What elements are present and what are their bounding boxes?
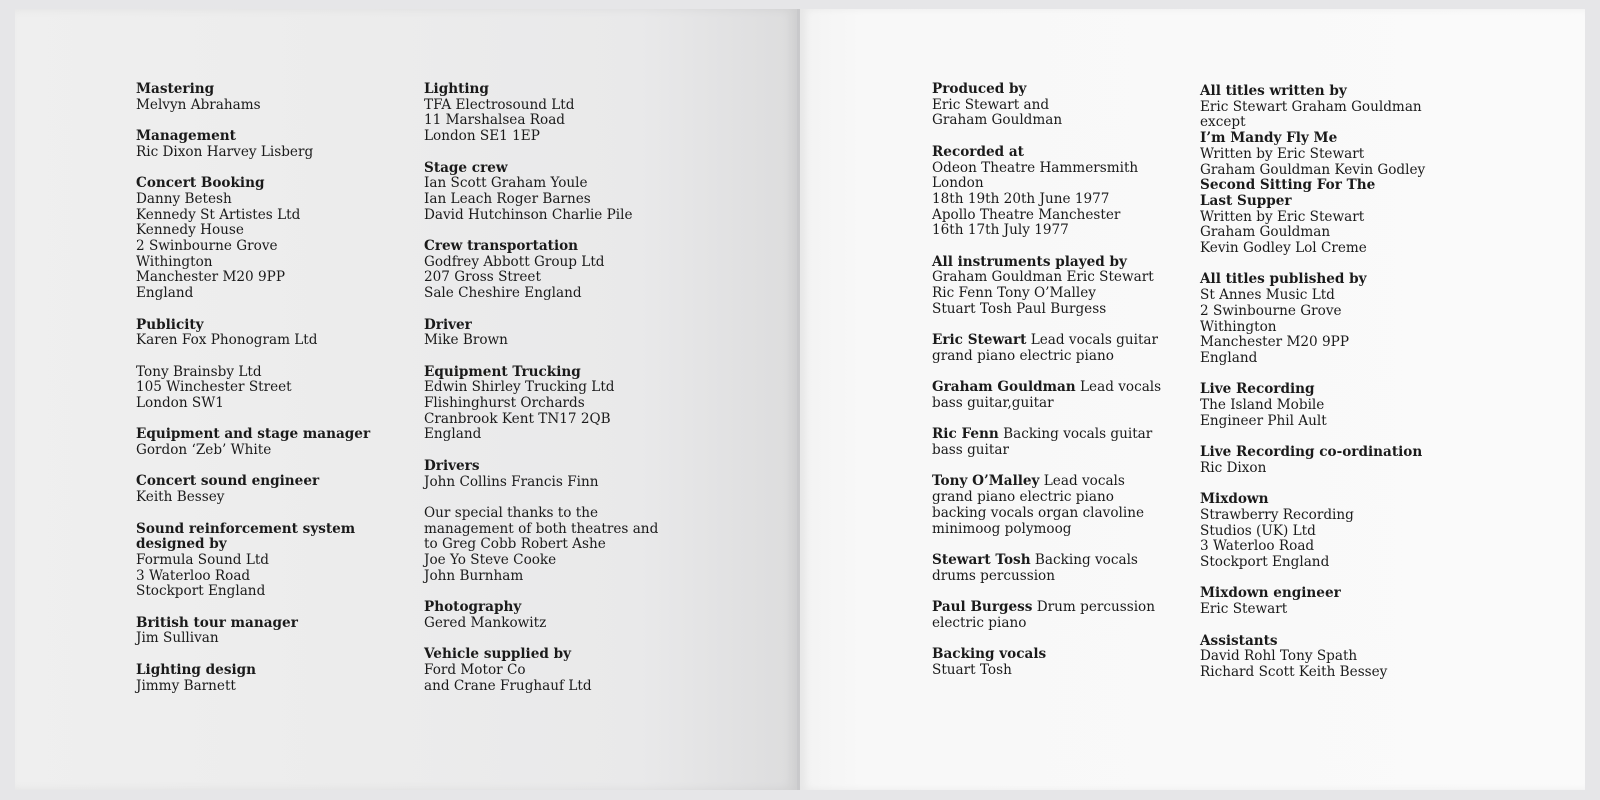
credit-entry <box>136 474 370 505</box>
credit-entry <box>136 427 370 458</box>
credit-entry <box>1200 634 1425 681</box>
credit-line: Graham Gouldman Eric Stewart <box>932 269 1154 286</box>
credit-heading: Produced by <box>932 81 1027 97</box>
credit-heading: Sound reinforcement system <box>136 520 356 537</box>
credit-entry <box>932 255 1161 318</box>
credit-line: except <box>1200 114 1246 131</box>
credit-line: Jimmy Barnett <box>136 677 236 694</box>
credit-entry <box>932 145 1161 239</box>
credit-line: Stuart Tosh Paul Burgess <box>932 300 1107 317</box>
credit-line: 207 Gross Street <box>424 269 541 286</box>
credit-entry <box>1200 272 1425 366</box>
credit-entry <box>424 239 658 302</box>
credit-entry <box>136 522 370 601</box>
credit-line: Richard Scott Keith Bessey <box>1200 663 1388 680</box>
credit-line: Eric Stewart <box>1200 601 1288 618</box>
credit-heading: Mastering <box>136 81 215 97</box>
musician-role: Lead vocals <box>1075 379 1162 396</box>
credit-line: grand piano electric piano <box>932 489 1114 506</box>
credit-line: electric piano <box>932 614 1027 631</box>
credit-heading: Mixdown <box>1200 491 1269 508</box>
credit-entry <box>1200 492 1425 571</box>
credit-line: management of both theatres and <box>424 520 659 537</box>
credit-line: Graham Gouldman <box>1200 224 1331 241</box>
credit-line: Eric Stewart Graham Gouldman <box>1200 98 1422 115</box>
credit-line: 3 Waterloo Road <box>1200 538 1315 555</box>
credit-line: Our special thanks to the <box>424 504 599 521</box>
credit-heading: Vehicle supplied by <box>424 646 571 663</box>
credit-line: Ford Motor Co <box>424 661 526 678</box>
credit-heading: All instruments played by <box>932 253 1127 270</box>
credit-line: Studios (UK) Ltd <box>1200 522 1316 539</box>
credit-line: England <box>424 426 482 443</box>
credit-heading: All titles published by <box>1200 271 1367 288</box>
credit-entry <box>1200 84 1425 131</box>
musician-role: Drum percussion <box>1032 599 1155 616</box>
credit-line: Flishinghurst Orchards <box>424 395 585 411</box>
right-page-column-1 <box>932 82 1161 694</box>
credit-line: 11 Marshalsea Road <box>424 112 565 129</box>
credit-entry <box>932 380 1161 411</box>
credit-heading: Publicity <box>136 316 204 333</box>
credit-line: Gered Mankowitz <box>424 614 547 631</box>
credit-line: David Rohl Tony Spath <box>1200 648 1358 665</box>
credit-heading: All titles written by <box>1200 83 1347 99</box>
credit-entry <box>136 318 370 349</box>
credit-heading: Lighting <box>424 81 489 97</box>
credit-line: Kennedy House <box>136 222 244 239</box>
credit-entry <box>1200 382 1425 429</box>
musician-line <box>932 474 1161 490</box>
credit-line: Withington <box>1200 318 1277 335</box>
credit-line: Edwin Shirley Trucking Ltd <box>424 379 615 396</box>
credit-entry <box>424 161 658 224</box>
credit-entry <box>932 553 1161 584</box>
credit-heading: Recorded at <box>932 143 1024 160</box>
credit-line: Keith Bessey <box>136 489 225 506</box>
credit-entry <box>932 82 1161 129</box>
musician-role: Lead vocals guitar <box>1026 332 1159 349</box>
credit-entry <box>136 176 370 302</box>
musician-line <box>932 600 1161 616</box>
credit-line: Apollo Theatre Manchester <box>932 206 1121 223</box>
credit-line: to Greg Cobb Robert Ashe <box>424 536 606 553</box>
credit-line: Ric Fenn Tony O’Malley <box>932 285 1096 302</box>
credit-entry <box>424 318 658 349</box>
credit-heading: Management <box>136 128 236 145</box>
credit-line: and Crane Frughauf Ltd <box>424 677 592 694</box>
credit-heading: British tour manager <box>136 614 298 631</box>
right-page-column-2 <box>1200 84 1425 696</box>
credit-line: Engineer Phil Ault <box>1200 412 1327 429</box>
credit-line: London SW1 <box>136 395 224 411</box>
credit-line: Sale Cheshire England <box>424 285 582 302</box>
credit-heading: Equipment Trucking <box>424 363 581 380</box>
credit-line: Kennedy St Artistes Ltd <box>136 206 301 223</box>
credit-line: John Burnham <box>424 567 524 584</box>
credit-line: Ric Dixon <box>1200 459 1267 476</box>
credit-line: bass guitar,guitar <box>932 395 1054 411</box>
musician-line <box>932 333 1161 349</box>
credit-line: minimoog polymoog <box>932 520 1072 537</box>
credit-line: Manchester M20 9PP <box>1200 334 1349 351</box>
credit-heading: Backing vocals <box>932 646 1047 663</box>
credit-line: Godfrey Abbott Group Ltd <box>424 253 605 270</box>
credit-line: 105 Winchester Street <box>136 379 292 396</box>
musician-role: Backing vocals guitar <box>998 426 1153 443</box>
musician-name: Tony O’Malley <box>932 473 1040 490</box>
credit-line: Stuart Tosh <box>932 661 1012 678</box>
credit-entry <box>424 506 658 585</box>
left-page <box>15 9 797 790</box>
credit-line: Danny Betesh <box>136 190 232 207</box>
credit-entry <box>424 600 658 631</box>
credit-line: Odeon Theatre Hammersmith <box>932 159 1139 176</box>
credit-heading: Live Recording <box>1200 381 1315 398</box>
credit-line: Manchester M20 9PP <box>136 269 285 286</box>
credit-heading: Equipment and stage manager <box>136 426 371 443</box>
credit-entry <box>136 82 370 113</box>
credit-line: David Hutchinson Charlie Pile <box>424 206 633 223</box>
credit-line: drums percussion <box>932 567 1055 584</box>
credit-heading: Second Sitting For The <box>1200 177 1376 194</box>
credit-line: Eric Stewart and <box>932 96 1050 113</box>
credit-heading: Live Recording co-ordination <box>1200 444 1423 461</box>
credit-line: England <box>136 285 194 302</box>
credit-line: Jim Sullivan <box>136 630 219 647</box>
credit-heading-continued: designed by <box>136 536 227 553</box>
credit-line: backing vocals organ clavoline <box>932 504 1144 521</box>
credit-entry <box>1200 131 1425 178</box>
credit-line: Graham Gouldman <box>932 112 1063 129</box>
credit-line: London SE1 1EP <box>424 128 540 145</box>
credit-line: Formula Sound Ltd <box>136 551 270 568</box>
credit-line: 2 Swinbourne Grove <box>136 238 278 254</box>
credit-heading: Driver <box>424 316 472 333</box>
left-page-column-2 <box>424 82 658 710</box>
credit-entry <box>1200 586 1425 617</box>
credit-line: Ian Leach Roger Barnes <box>424 190 591 207</box>
credit-line: Ian Scott Graham Youle <box>424 175 588 192</box>
credit-line: 2 Swinbourne Grove <box>1200 302 1342 319</box>
credit-entry <box>932 474 1161 537</box>
credit-entry <box>424 459 658 490</box>
credit-entry <box>136 129 370 160</box>
musician-role: Lead vocals <box>1039 473 1125 490</box>
credit-line: Joe Yo Steve Cooke <box>424 552 557 568</box>
credit-entry <box>136 365 370 412</box>
credit-line: Gordon ‘Zeb’ White <box>136 442 272 459</box>
credit-line: Mike Brown <box>424 332 508 349</box>
musician-name: Stewart Tosh <box>932 551 1031 568</box>
credit-line: St Annes Music Ltd <box>1200 287 1335 304</box>
musician-name: Ric Fenn <box>932 426 999 443</box>
credit-line: John Collins Francis Finn <box>424 473 599 490</box>
credit-entry <box>424 647 658 694</box>
credit-line: Stockport England <box>136 583 266 600</box>
credit-entry <box>932 427 1161 458</box>
credit-heading: Mixdown engineer <box>1200 585 1341 602</box>
credit-entry <box>932 333 1161 364</box>
credit-heading-continued: Last Supper <box>1200 192 1292 209</box>
right-page <box>800 9 1585 790</box>
credit-entry <box>932 647 1161 678</box>
credit-line: 3 Waterloo Road <box>136 567 251 584</box>
credit-heading: Concert sound engineer <box>136 473 320 490</box>
left-page-column-1 <box>136 82 370 710</box>
credit-line: Kevin Godley Lol Creme <box>1200 240 1367 257</box>
credit-heading: Concert Booking <box>136 175 265 192</box>
musician-line <box>932 553 1161 569</box>
credit-heading: Drivers <box>424 457 480 474</box>
credit-heading: Photography <box>424 599 522 616</box>
credit-line: London <box>932 175 984 192</box>
credit-line: Written by Eric Stewart <box>1200 145 1365 162</box>
credit-line: Karen Fox Phonogram Ltd <box>136 332 318 349</box>
credit-line: Graham Gouldman Kevin Godley <box>1200 161 1426 178</box>
credit-entry <box>1200 445 1425 476</box>
credit-entry <box>932 600 1161 631</box>
credit-entry <box>136 616 370 647</box>
credit-heading: Assistants <box>1200 632 1278 649</box>
musician-name: Paul Burgess <box>932 599 1033 616</box>
credit-line: Cranbrook Kent TN17 2QB <box>424 410 611 427</box>
credit-entry <box>424 365 658 444</box>
credit-line: Withington <box>136 253 213 270</box>
credit-entry <box>424 82 658 145</box>
credit-line: Written by Eric Stewart <box>1200 208 1365 225</box>
credit-heading: Lighting design <box>136 661 257 678</box>
credit-heading: I’m Mandy Fly Me <box>1200 130 1338 147</box>
musician-line <box>932 380 1161 396</box>
credit-line: Strawberry Recording <box>1200 506 1354 523</box>
credit-line: bass guitar <box>932 442 1009 459</box>
credit-line: grand piano electric piano <box>932 347 1114 364</box>
credit-heading: Stage crew <box>424 159 508 176</box>
credit-line: TFA Electrosound Ltd <box>424 96 575 113</box>
credit-heading: Crew transportation <box>424 238 579 254</box>
musician-role: Backing vocals <box>1030 551 1138 568</box>
credit-line: Ric Dixon Harvey Lisberg <box>136 143 314 160</box>
credit-line: Stockport England <box>1200 554 1330 571</box>
credit-line: Melvyn Abrahams <box>136 96 261 113</box>
credit-line: England <box>1200 349 1258 366</box>
musician-name: Graham Gouldman <box>932 379 1076 396</box>
credit-line: Tony Brainsby Ltd <box>136 363 262 380</box>
credit-entry <box>136 663 370 694</box>
credit-line: 16th 17th July 1977 <box>932 222 1069 239</box>
musician-line <box>932 427 1161 443</box>
credit-entry <box>1200 178 1425 257</box>
musician-name: Eric Stewart <box>932 332 1027 349</box>
credit-line: 18th 19th 20th June 1977 <box>932 190 1110 207</box>
credit-line: The Island Mobile <box>1200 397 1325 414</box>
